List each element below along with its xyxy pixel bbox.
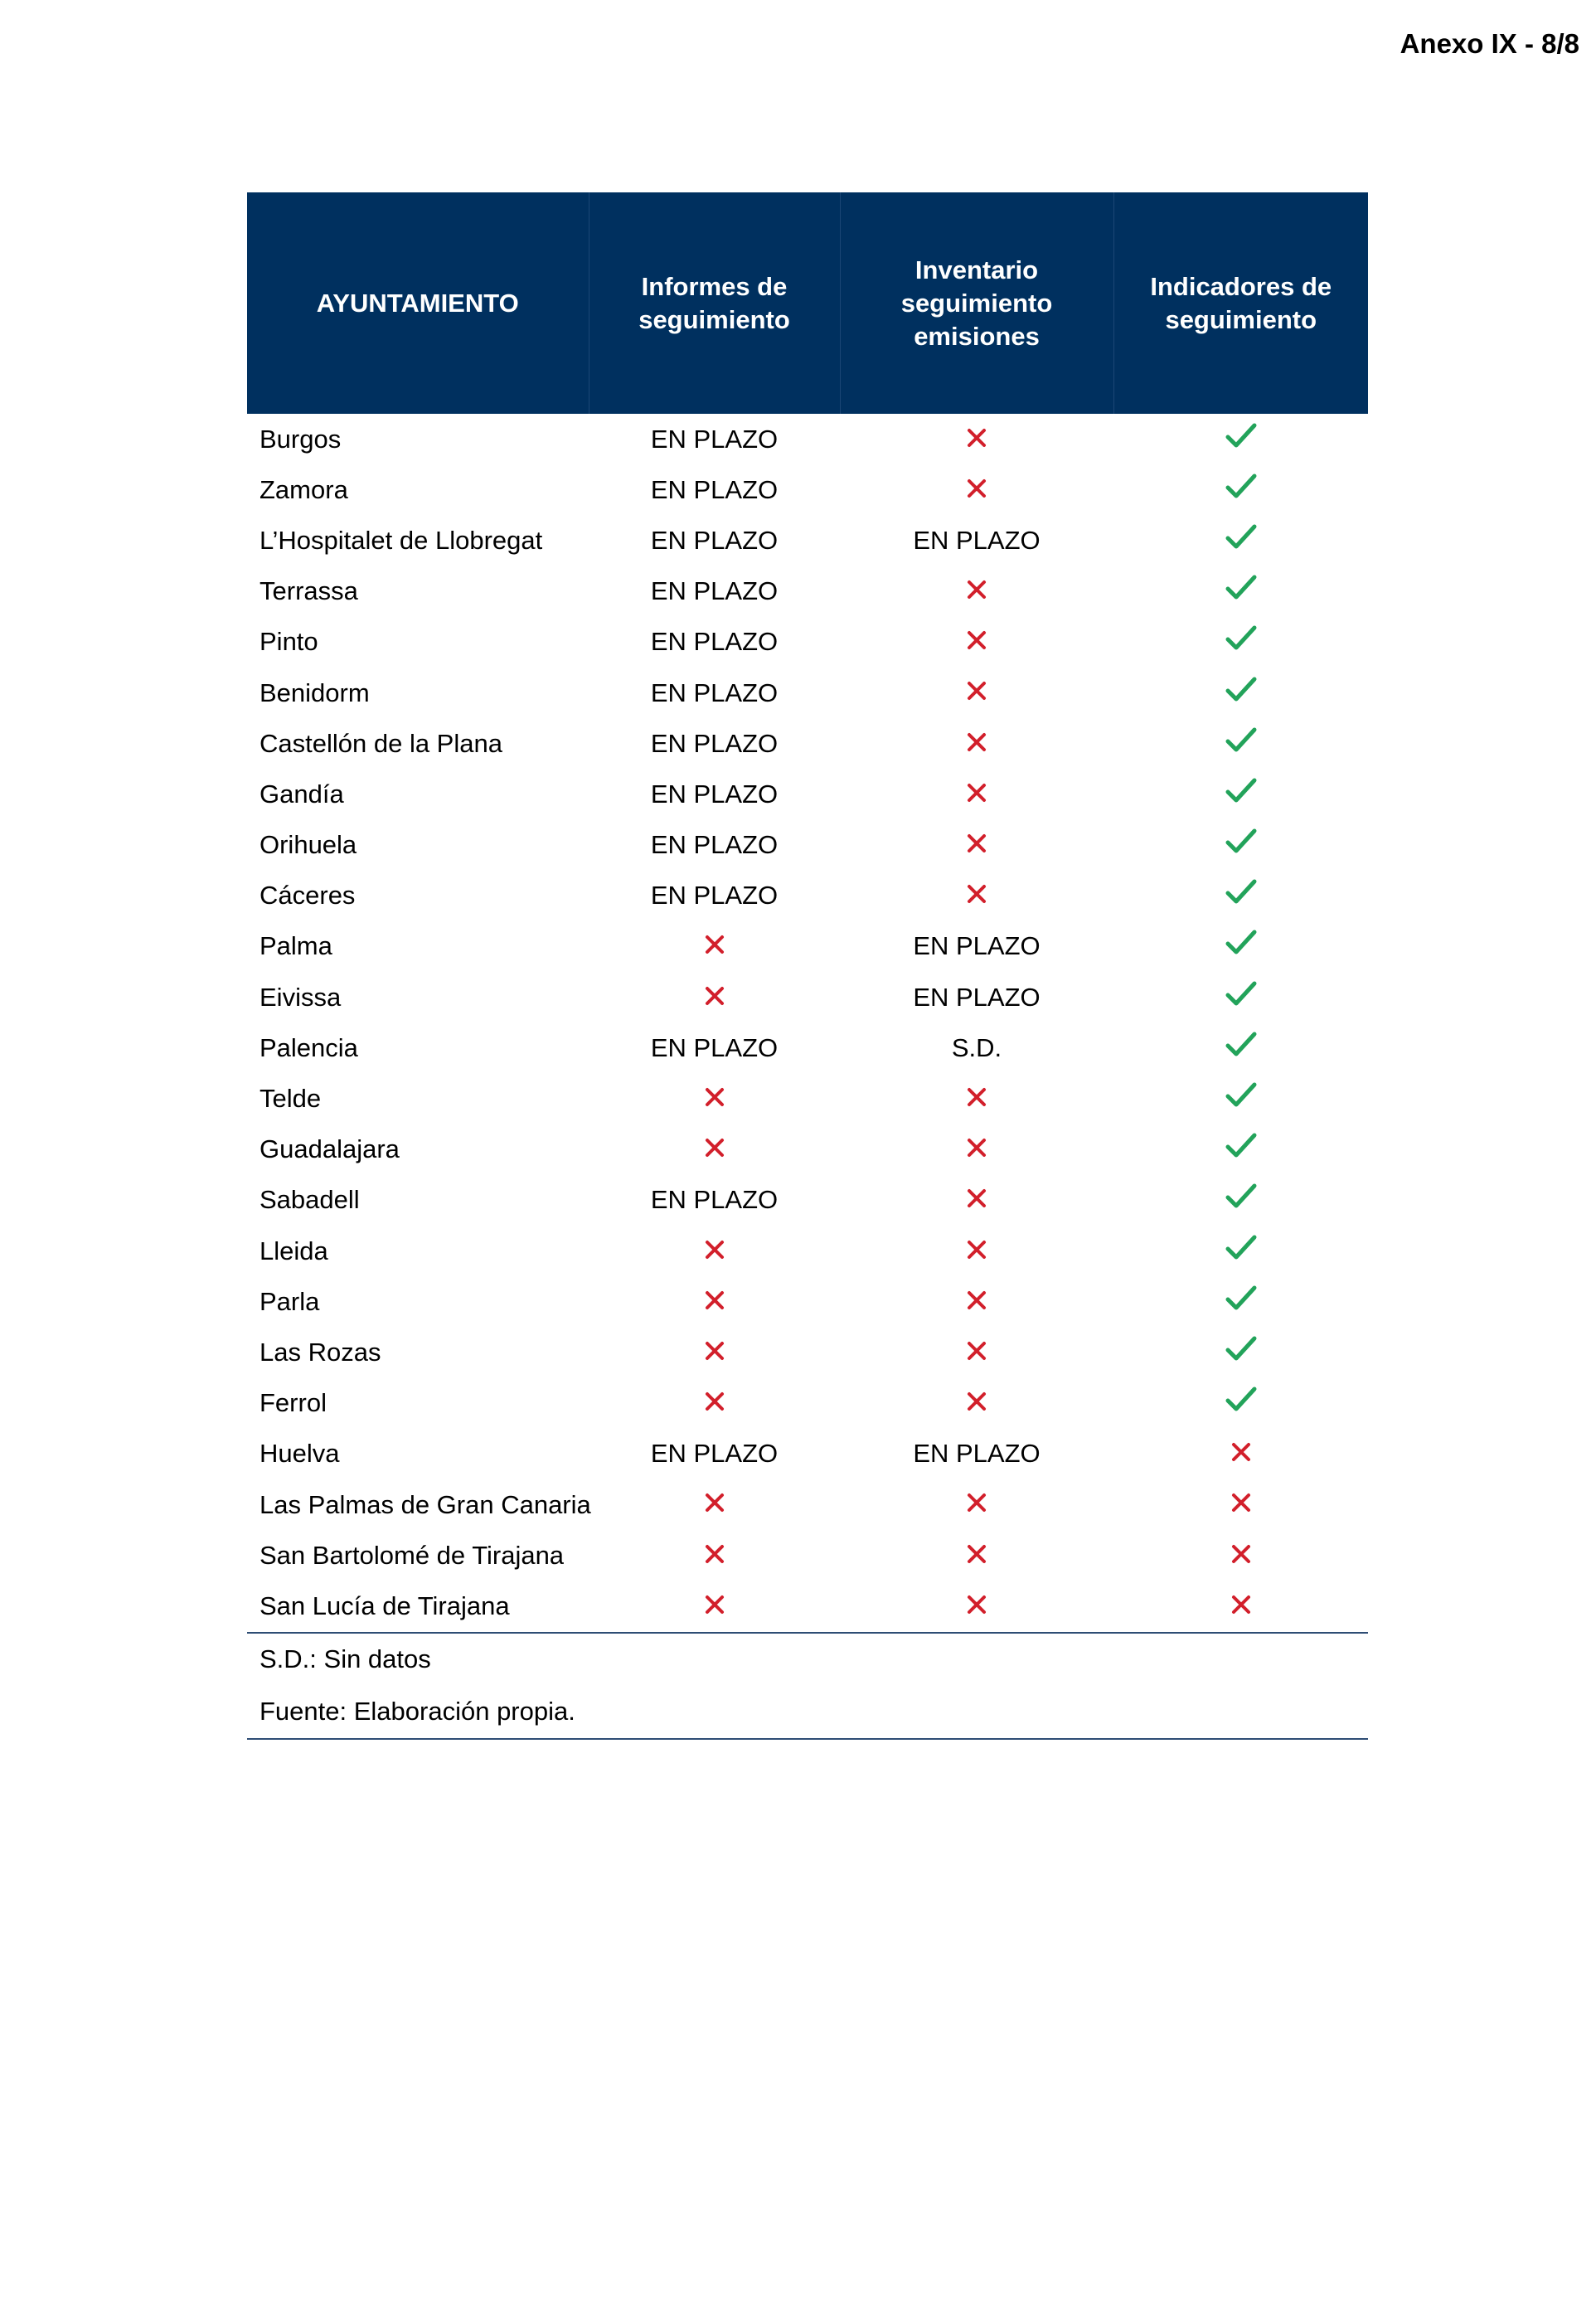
- check-icon: [1225, 726, 1257, 761]
- row-name: Ferrol: [260, 1388, 327, 1418]
- cell-inventario: [840, 1581, 1113, 1632]
- cell-indicadores: [1113, 1276, 1368, 1327]
- cell-informes: EN PLAZO: [650, 525, 779, 555]
- cross-icon: [966, 831, 987, 861]
- note-sd: S.D.: Sin datos: [260, 1644, 431, 1673]
- table-row: [247, 972, 1368, 1022]
- cross-icon: [966, 628, 987, 658]
- cell-inventario: [840, 414, 1113, 464]
- table-body: [247, 414, 1368, 1633]
- cell-informes: EN PLAZO: [650, 728, 779, 758]
- check-icon: [1225, 1031, 1257, 1066]
- table-row: [247, 668, 1368, 718]
- row-name: Pinto: [260, 627, 318, 657]
- check-icon: [1225, 828, 1257, 862]
- cell-inventario: [840, 820, 1113, 871]
- table-row: [247, 1124, 1368, 1175]
- table-row: [247, 1226, 1368, 1276]
- header-indicadores: Indicadores de seguimiento: [1113, 192, 1368, 414]
- cross-icon: [966, 1490, 987, 1520]
- cell-indicadores: [1113, 1175, 1368, 1226]
- table-row: [247, 1429, 1368, 1479]
- cell-informes: EN PLAZO: [650, 474, 779, 504]
- cell-inventario: [840, 871, 1113, 921]
- cell-informes: [589, 1479, 840, 1530]
- check-icon: [1225, 1183, 1257, 1217]
- check-icon: [1225, 1386, 1257, 1421]
- check-icon: [1225, 624, 1257, 659]
- cell-indicadores: [1113, 718, 1368, 769]
- cross-icon: [966, 1338, 987, 1368]
- cell-informes: EN PLAZO: [650, 1439, 779, 1469]
- cross-icon: [966, 1085, 987, 1115]
- table-row: [247, 1378, 1368, 1429]
- cell-informes: EN PLAZO: [650, 881, 779, 911]
- cell-informes: EN PLAZO: [650, 576, 779, 606]
- row-name: Las Rozas: [260, 1337, 381, 1367]
- cross-icon: [704, 1085, 725, 1115]
- check-icon: [1225, 1285, 1257, 1319]
- row-name: Orihuela: [260, 830, 357, 860]
- cell-indicadores: [1113, 1124, 1368, 1175]
- cross-icon: [966, 1186, 987, 1216]
- table-row: [247, 1022, 1368, 1073]
- cell-informes: [589, 921, 840, 972]
- cell-informes: EN PLAZO: [650, 830, 779, 860]
- check-icon: [1225, 1132, 1257, 1167]
- cross-icon: [966, 1237, 987, 1267]
- row-name: Terrassa: [260, 576, 358, 606]
- cross-icon: [1230, 1592, 1252, 1622]
- cell-informes: EN PLAZO: [650, 1185, 779, 1215]
- cross-icon: [704, 932, 725, 962]
- cell-indicadores: [1113, 1479, 1368, 1530]
- cell-inventario: [840, 617, 1113, 668]
- cell-informes: [589, 1226, 840, 1276]
- check-icon: [1225, 1335, 1257, 1370]
- cross-icon: [966, 1389, 987, 1419]
- table-row: [247, 1276, 1368, 1327]
- row-name: Palencia: [260, 1032, 358, 1062]
- cell-inventario: [840, 464, 1113, 515]
- cross-icon: [966, 1135, 987, 1165]
- cross-icon: [966, 425, 987, 455]
- cross-icon: [704, 1237, 725, 1267]
- cross-icon: [1230, 1542, 1252, 1571]
- cell-inventario: EN PLAZO: [913, 1439, 1041, 1469]
- table-row: [247, 414, 1368, 464]
- cell-inventario: [840, 718, 1113, 769]
- cell-informes: [589, 1276, 840, 1327]
- cell-informes: [589, 1378, 840, 1429]
- header-ayuntamiento: AYUNTAMIENTO: [247, 192, 589, 414]
- note-source: Fuente: Elaboración propia.: [247, 1686, 1368, 1739]
- cross-icon: [1230, 1490, 1252, 1520]
- row-name: Parla: [260, 1286, 320, 1316]
- cities-table: [247, 192, 1368, 1740]
- cell-indicadores: [1113, 515, 1368, 566]
- cross-icon: [966, 577, 987, 607]
- header-inventario: Inventario seguimiento emisiones: [840, 192, 1113, 414]
- table-row: [247, 1175, 1368, 1226]
- header-informes: Informes de seguimiento: [589, 192, 840, 414]
- check-icon: [1225, 676, 1257, 711]
- cell-inventario: [840, 1124, 1113, 1175]
- cross-icon: [966, 1592, 987, 1622]
- cell-inventario: EN PLAZO: [913, 982, 1041, 1012]
- cross-icon: [966, 780, 987, 810]
- cross-icon: [1230, 1440, 1252, 1469]
- table-row: [247, 617, 1368, 668]
- row-name: San Bartolomé de Tirajana: [260, 1540, 565, 1570]
- cell-inventario: [840, 769, 1113, 819]
- row-name: Telde: [260, 1084, 322, 1114]
- table-row: [247, 1073, 1368, 1124]
- table-row: [247, 820, 1368, 871]
- row-name: Eivissa: [260, 982, 342, 1012]
- table-row: [247, 718, 1368, 769]
- row-name: Burgos: [260, 424, 342, 454]
- cell-informes: EN PLAZO: [650, 677, 779, 707]
- row-name: Zamora: [260, 474, 348, 504]
- cell-indicadores: [1113, 871, 1368, 921]
- cell-inventario: [840, 1530, 1113, 1581]
- cross-icon: [704, 1288, 725, 1318]
- row-name: Palma: [260, 931, 332, 961]
- table-row: [247, 769, 1368, 819]
- check-icon: [1225, 473, 1257, 508]
- cell-informes: EN PLAZO: [650, 627, 779, 657]
- cell-indicadores: [1113, 464, 1368, 515]
- cell-indicadores: [1113, 566, 1368, 617]
- row-name: Sabadell: [260, 1185, 360, 1215]
- cross-icon: [704, 1135, 725, 1165]
- cell-inventario: [840, 1175, 1113, 1226]
- cell-informes: [589, 1124, 840, 1175]
- row-name: Lleida: [260, 1236, 328, 1265]
- row-name: Las Palmas de Gran Canaria: [260, 1489, 591, 1519]
- cell-indicadores: [1113, 820, 1368, 871]
- cell-informes: [589, 1327, 840, 1377]
- cell-inventario: EN PLAZO: [913, 931, 1041, 961]
- cell-indicadores: [1113, 972, 1368, 1022]
- cell-indicadores: [1113, 617, 1368, 668]
- check-icon: [1225, 523, 1257, 558]
- cell-indicadores: [1113, 1327, 1368, 1377]
- check-icon: [1225, 1234, 1257, 1269]
- cell-informes: [589, 1581, 840, 1632]
- row-name: Huelva: [260, 1439, 340, 1469]
- check-icon: [1225, 574, 1257, 609]
- cross-icon: [966, 678, 987, 708]
- cell-indicadores: [1113, 921, 1368, 972]
- cell-informes: EN PLAZO: [650, 424, 779, 454]
- table-row: [247, 871, 1368, 921]
- cross-icon: [704, 1542, 725, 1571]
- table-row: [247, 1530, 1368, 1581]
- cross-icon: [704, 1592, 725, 1622]
- cross-icon: [704, 1338, 725, 1368]
- check-icon: [1225, 422, 1257, 457]
- cell-inventario: S.D.: [951, 1032, 1002, 1062]
- row-name: Gandía: [260, 779, 344, 809]
- header-row: [247, 192, 1368, 414]
- note-row: [247, 1633, 1368, 1686]
- cell-inventario: [840, 1226, 1113, 1276]
- cell-inventario: [840, 1073, 1113, 1124]
- cell-indicadores: [1113, 769, 1368, 819]
- table-row: [247, 1479, 1368, 1530]
- cell-indicadores: [1113, 1378, 1368, 1429]
- cell-inventario: [840, 566, 1113, 617]
- cell-indicadores: [1113, 1581, 1368, 1632]
- row-name: San Lucía de Tirajana: [247, 1581, 589, 1632]
- cell-informes: [589, 1073, 840, 1124]
- table-row: [247, 515, 1368, 566]
- table-row: [247, 464, 1368, 515]
- page-label: Anexo IX - 8/8: [1400, 28, 1579, 59]
- cell-inventario: [840, 1276, 1113, 1327]
- row-name: Castellón de la Plana: [260, 728, 502, 758]
- cell-informes: [589, 1530, 840, 1581]
- check-icon: [1225, 1081, 1257, 1116]
- cross-icon: [704, 1389, 725, 1419]
- cell-indicadores: [1113, 668, 1368, 718]
- row-name: Guadalajara: [260, 1134, 400, 1164]
- cross-icon: [966, 881, 987, 911]
- row-name: Benidorm: [260, 677, 370, 707]
- cross-icon: [966, 1542, 987, 1571]
- cell-informes: EN PLAZO: [650, 1032, 779, 1062]
- cell-inventario: [840, 1378, 1113, 1429]
- cross-icon: [704, 983, 725, 1013]
- table-row: [247, 1327, 1368, 1377]
- check-icon: [1225, 929, 1257, 964]
- cross-icon: [966, 730, 987, 760]
- check-icon: [1225, 777, 1257, 812]
- row-name: Cáceres: [260, 881, 356, 911]
- check-icon: [1225, 878, 1257, 913]
- cell-indicadores: [1113, 1530, 1368, 1581]
- cell-indicadores: [1113, 1073, 1368, 1124]
- row-name: L’Hospitalet de Llobregat: [260, 525, 543, 555]
- cross-icon: [966, 1288, 987, 1318]
- cell-inventario: EN PLAZO: [913, 525, 1041, 555]
- cell-indicadores: [1113, 1022, 1368, 1073]
- cross-icon: [966, 476, 987, 506]
- cell-indicadores: [1113, 414, 1368, 464]
- table-row: [247, 921, 1368, 972]
- cross-icon: [704, 1490, 725, 1520]
- cell-inventario: [840, 668, 1113, 718]
- note-row: [247, 1686, 1368, 1739]
- cell-informes: EN PLAZO: [650, 779, 779, 809]
- check-icon: [1225, 980, 1257, 1015]
- cell-inventario: [840, 1327, 1113, 1377]
- cell-indicadores: [1113, 1226, 1368, 1276]
- table-row: [247, 1581, 1368, 1632]
- cell-informes: [589, 972, 840, 1022]
- cell-indicadores: [1113, 1429, 1368, 1479]
- table-row: [247, 566, 1368, 617]
- cell-inventario: [840, 1479, 1113, 1530]
